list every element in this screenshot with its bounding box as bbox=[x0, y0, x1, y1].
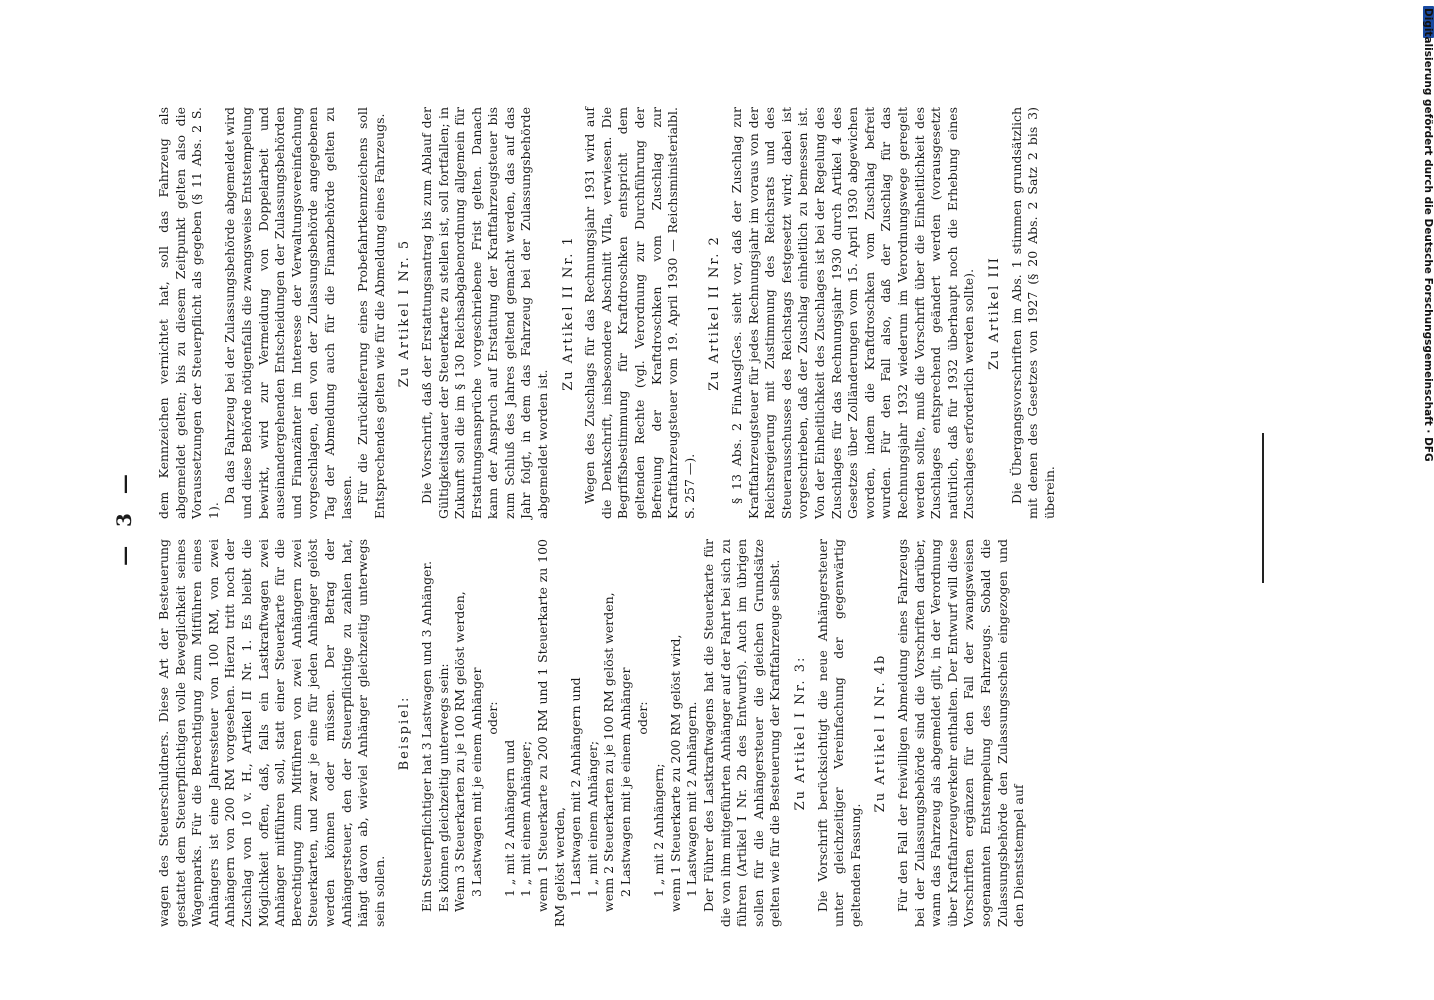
section-heading: Zu Artikel I Nr. 3: bbox=[792, 655, 808, 811]
section-heading: Zu Artikel II Nr. 2 bbox=[707, 235, 723, 391]
example-line: 1 „ mit einem Anhänger; bbox=[584, 740, 600, 897]
paragraph: Die Vorschrift berücksichtigt die neue Anhängersteuer unter gleichzeitiger Vereinfachung der gegenwärtig geltenden Fassung. bbox=[814, 539, 863, 927]
example-line: wenn 1 Steuerkarte zu 200 RM und 1 Steuerkarte zu 100 RM gelöst werden, bbox=[535, 539, 567, 927]
example-line: 1 Lastwagen mit 2 Anhängern und bbox=[568, 677, 584, 897]
paragraph: § 13 Abs. 2 FinAusglGes. sieht vor, daß der Zuschlag zur Kraftfahrzeugsteuer für jedes Rechnungsjahr im voraus von der Reichsregierung mit Zustimmung des Reichsrats und des Steuerausschusses des Reichstags festgesetzt wird; dabei ist vorgeschrieben, daß der Zuschlag einheitlich zu bemessen ist. Von der Einheitlichkeit des Zuschlages ist bei der Regelung des Zuschlages für das Rechnungsjahr 1930 durch Artikel 4 des Gesetzes über Zolländerungen vom 15. April 1930 abgewichen worden, indem die Kraftdroschken vom Zuschlag befreit wurden. Für den Fall also, daß der Zuschlag für das Rechnungsjahr 1932 wiederum im Verordnungswege geregelt werden sollte, muß die Vorschrift über die Einheitlichkeit des Zuschlages entsprechend geändert werden (vorausgesetzt natürlich, daß für 1932 überhaupt noch die Erhebung eines Zuschlages erforderlich werden sollte). bbox=[729, 107, 977, 519]
example-line: 1 „ mit 2 Anhängern; bbox=[651, 763, 667, 897]
section-heading: Zu Artikel I Nr. 5 bbox=[397, 238, 413, 388]
paragraph: Die Vorschrift, daß der Erstattungsantrag bis zum Ablauf der Gültigkeitsdauer der Steuerkarte zu stellen ist, soll fortfallen; in Zukunft soll die im § 130 Reichsabgabenordnung allgemein für Erstattungsansprüche vorgeschriebene Frist gelten. Danach kann der Anspruch auf Erstattung der Kraftfahrzeugsteuer bis zum Schluß des Jahres geltend gemacht werden, das auf das Jahr folgt, in dem das Fahrzeug bei der Zulassungsbehörde abgemeldet worden ist. bbox=[418, 107, 551, 519]
left-column bbox=[156, 539, 1028, 927]
example-line: wenn 1 Steuerkarte zu 200 RM gelöst wird, bbox=[667, 634, 683, 912]
section-heading: Zu Artikel II Nr. 1 bbox=[560, 235, 576, 391]
example-line: Es können gleichzeitig unterwegs sein: bbox=[435, 663, 451, 912]
digitization-note-text: Digitalisierung gefördert durch die Deutsche Forschungsgemeinschaft · DFG bbox=[1422, 8, 1434, 462]
example-line: 1 „ mit einem Anhänger; bbox=[518, 740, 534, 897]
paragraph: Für den Fall der freiwilligen Abmeldung eines Fahrzeugs bei der Zulassungsbehörde sind die Vorschriften darüber, wann das Fahrzeug als abgemeldet gilt, in der Verordnung über Kraftfahrzeugverkehr enthalten. Der Entwurf will diese Vorschriften ergänzen für den Fall der zwangsweisen sogenannten Entstempelung des Fahrzeugs. Sobald die Zulassungsbehörde den Zulassungsschein eingezogen und den Dienststempel auf bbox=[894, 539, 1027, 927]
example-line: 1 Lastwagen mit 2 Anhängern. bbox=[684, 701, 700, 897]
rotated-page bbox=[112, 107, 1247, 927]
paragraph: dem Kennzeichen vernichtet hat, soll das Fahrzeug als abgemeldet gelten; bis zu diesem Zeitpunkt gelten also die Voraussetzungen der Steuerpflicht als gegeben (§ 11 Abs. 2 S. 1). bbox=[156, 107, 221, 519]
right-column bbox=[156, 107, 1058, 519]
example-or: oder: bbox=[634, 701, 650, 735]
separator-rule bbox=[1262, 433, 1264, 583]
paragraph: Wegen des Zuschlags für das Rechnungsjahr 1931 wird auf die Denkschrift, insbesondere Abschnitt VIIa, verwiesen. Die Begriffsbestimmung für Kraftdroschken entspricht dem geltenden Rechte (vgl. Verordnung zur Durchführung der Befreiung der Kraftdroschken vom Zuschlag zur Kraftfahrzeugsteuer vom 19. April 1930 — Reichsministerialbl. S. 257 —). bbox=[582, 107, 697, 519]
digitization-note bbox=[1421, 0, 1434, 1000]
paragraph: Der Führer des Lastkraftwagens hat die Steuerkarte für die von ihm mitgeführten Anhänger auf der Fahrt bei sich zu führen (Artikel I Nr. 2b des Entwurfs). Auch im übrigen sollen für die Anhängersteuer die gleichen Grundsätze gelten wie für die Besteuerung der Kraftfahrzeuge selbst. bbox=[701, 539, 783, 927]
page-number: — 3 — bbox=[112, 468, 136, 566]
example-line: Wenn 3 Steuerkarten zu je 100 RM gelöst werden, bbox=[452, 591, 468, 912]
paragraph: Für die Zurücklieferung eines Probefahrtkennzeichens soll Entsprechendes gelten wie für die Abmeldung eines Fahrzeugs. bbox=[355, 107, 387, 519]
paragraph: Ein Steuerpflichtiger hat 3 Lastwagen und 3 Anhänger. bbox=[418, 560, 434, 912]
example-line: 2 Lastwagen mit je einem Anhänger bbox=[618, 667, 634, 897]
example-heading: Beispiel: bbox=[397, 695, 413, 771]
paragraph: Die Übergangsvorschriften im Abs. 1 stimmen grundsätzlich mit denen des Gesetzes von 1927 (§ 20 Abs. 2 Satz 2 bis 3) überein. bbox=[1008, 107, 1057, 519]
section-heading: Zu Artikel III bbox=[986, 256, 1002, 370]
example-line: 1 „ mit 2 Anhängern und bbox=[501, 739, 517, 897]
example-line: 3 Lastwagen mit je einem Anhänger bbox=[468, 667, 484, 897]
section-heading: Zu Artikel I Nr. 4b bbox=[873, 653, 889, 813]
paragraph: wagen des Steuerschuldners. Diese Art der Besteuerung gestattet dem Steuerpflichtigen volle Beweglichkeit seines Wagenparks. Für die Berechtigung zum Mitführen eines Anhängers ist eine Jahressteuer von 100 RM, von zwei Anhängern von 200 RM vorgesehen. Hierzu tritt noch der Zuschlag von 10 v. H., Artikel II Nr. 1. Es bleibt die Möglichkeit offen, daß, falls ein Lastkraftwagen zwei Anhänger mitführen soll, statt einer Steuerkarte für die Berechtigung zum Mitführen von zwei Anhängern zwei Steuerkarten, und zwar je eine für jeden Anhänger gelöst werden können oder müssen. Der Betrag der Anhängersteuer, den der Steuerpflichtige zu zahlen hat, hängt davon ab, wieviel Anhänger gleichzeitig unterwegs sein sollen. bbox=[156, 539, 387, 927]
example-or: oder: bbox=[485, 701, 501, 735]
paragraph: Da das Fahrzeug bei der Zulassungsbehörde abgemeldet wird und diese Behörde nötigenfalls die zwangsweise Entstempelung bewirkt, wird zur Vermeidung von Doppelarbeit und auseinandergehenden Entscheidungen der Zulassungsbehörden und Finanzämter im Interesse der Verwaltungsvereinfachung vorgeschlagen, den von der Zulassungsbehörde angegebenen Tag der Abmeldung auch für die Finanzbehörde gelten zu lassen. bbox=[222, 107, 354, 519]
example-line: wenn 2 Steuerkarten zu je 100 RM gelöst werden, bbox=[601, 592, 617, 912]
